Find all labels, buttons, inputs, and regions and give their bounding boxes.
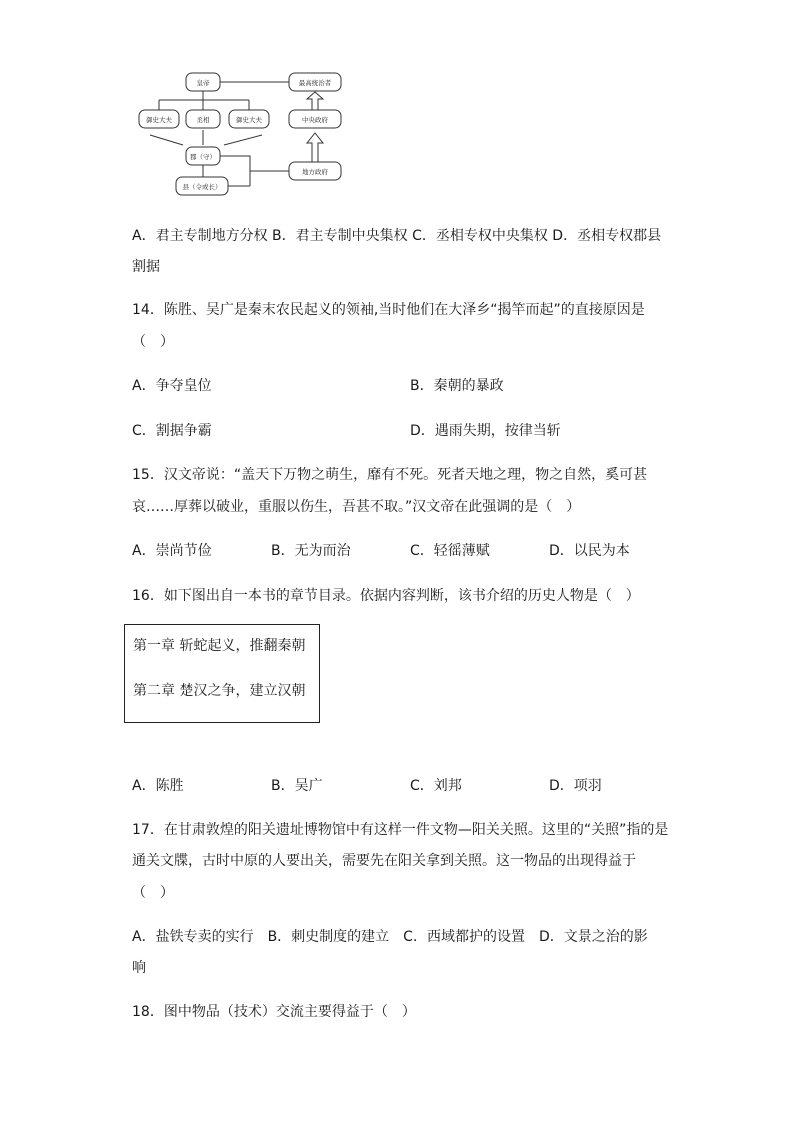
emperor-label: 皇帝 (196, 79, 210, 87)
q17-stem-1: 17．在甘肃敦煌的阳关遗址博物馆中有这样一件文物—阳关关照。这里的“关照”指的是 (132, 822, 669, 838)
q16-option-c: C．刘邦 (410, 778, 462, 794)
q16-option-d: D．项羽 (549, 778, 602, 794)
q14-stem: 14．陈胜、吴广是秦末农民起义的领袖,当时他们在大泽乡“揭竿而起”的直接原因是 (132, 302, 645, 318)
q15-option-b: B．无为而治 (271, 543, 351, 559)
q15-stem-1: 15．汉文帝说：“盖天下万物之萌生，靡有不死。死者天地之理，物之自然，奚可甚 (132, 467, 648, 483)
q14-paren: （ ） (132, 334, 174, 350)
q13-options: A．君主专制地方分权 B．君主专制中央集权 C．丞相专权中央集权 D．丞相专权郡县 (132, 228, 662, 244)
q17-options: A．盐铁专卖的实行 B．刺史制度的建立 C．西域都护的设置 D．文景之治的影 (132, 929, 648, 945)
q17-stem-2: 通关文牒，古时中原的人要出关，需要先在阳关拿到关照。这一物品的出现得益于 (132, 853, 636, 869)
county-label: 县（令或长） (182, 183, 222, 191)
chancellor-label: 丞相 (196, 116, 210, 124)
q15-option-d: D．以民为本 (549, 543, 630, 559)
q15-stem-2: 哀……厚葬以破业，重服以伤生，吾甚不取。”汉文帝在此强调的是（ ） (132, 499, 581, 515)
q14-option-a: A．争夺皇位 (132, 378, 212, 394)
censor-left-label: 御史大夫 (146, 116, 172, 124)
commandery-label: 郡（守） (190, 153, 216, 161)
q14-option-c: C．割据争霸 (132, 423, 212, 439)
chapter-1: 第一章 斩蛇起义，推翻秦朝 (133, 638, 306, 654)
q18-stem: 18．图中物品（技术）交流主要得益于（ ） (132, 1004, 416, 1020)
q17-paren: （ ） (132, 885, 174, 901)
local-gov-label: 地方政府 (302, 168, 328, 176)
chapter-2: 第二章 楚汉之争，建立汉朝 (133, 683, 306, 699)
central-gov-label: 中央政府 (302, 116, 328, 124)
supreme-ruler-label: 最高统治者 (298, 79, 332, 87)
q16-option-b: B．吴广 (271, 778, 323, 794)
chapter-table (124, 624, 320, 723)
q15-option-a: A．崇尚节俭 (132, 543, 212, 559)
q15-option-c: C．轻徭薄赋 (410, 543, 490, 559)
q13-options-cont: 割据 (132, 259, 160, 275)
q16-stem: 16．如下图出自一本书的章节目录。依据内容判断，该书介绍的历史人物是（ ） (132, 588, 640, 604)
q14-option-d: D．遇雨失期，按律当斩 (410, 423, 561, 439)
q14-option-b: B．秦朝的暴政 (410, 378, 504, 394)
censor-right-label: 御史大夫 (236, 116, 262, 124)
q16-option-a: A．陈胜 (132, 778, 184, 794)
government-structure-diagram (0, 0, 794, 200)
q17-options-cont: 响 (132, 960, 146, 976)
